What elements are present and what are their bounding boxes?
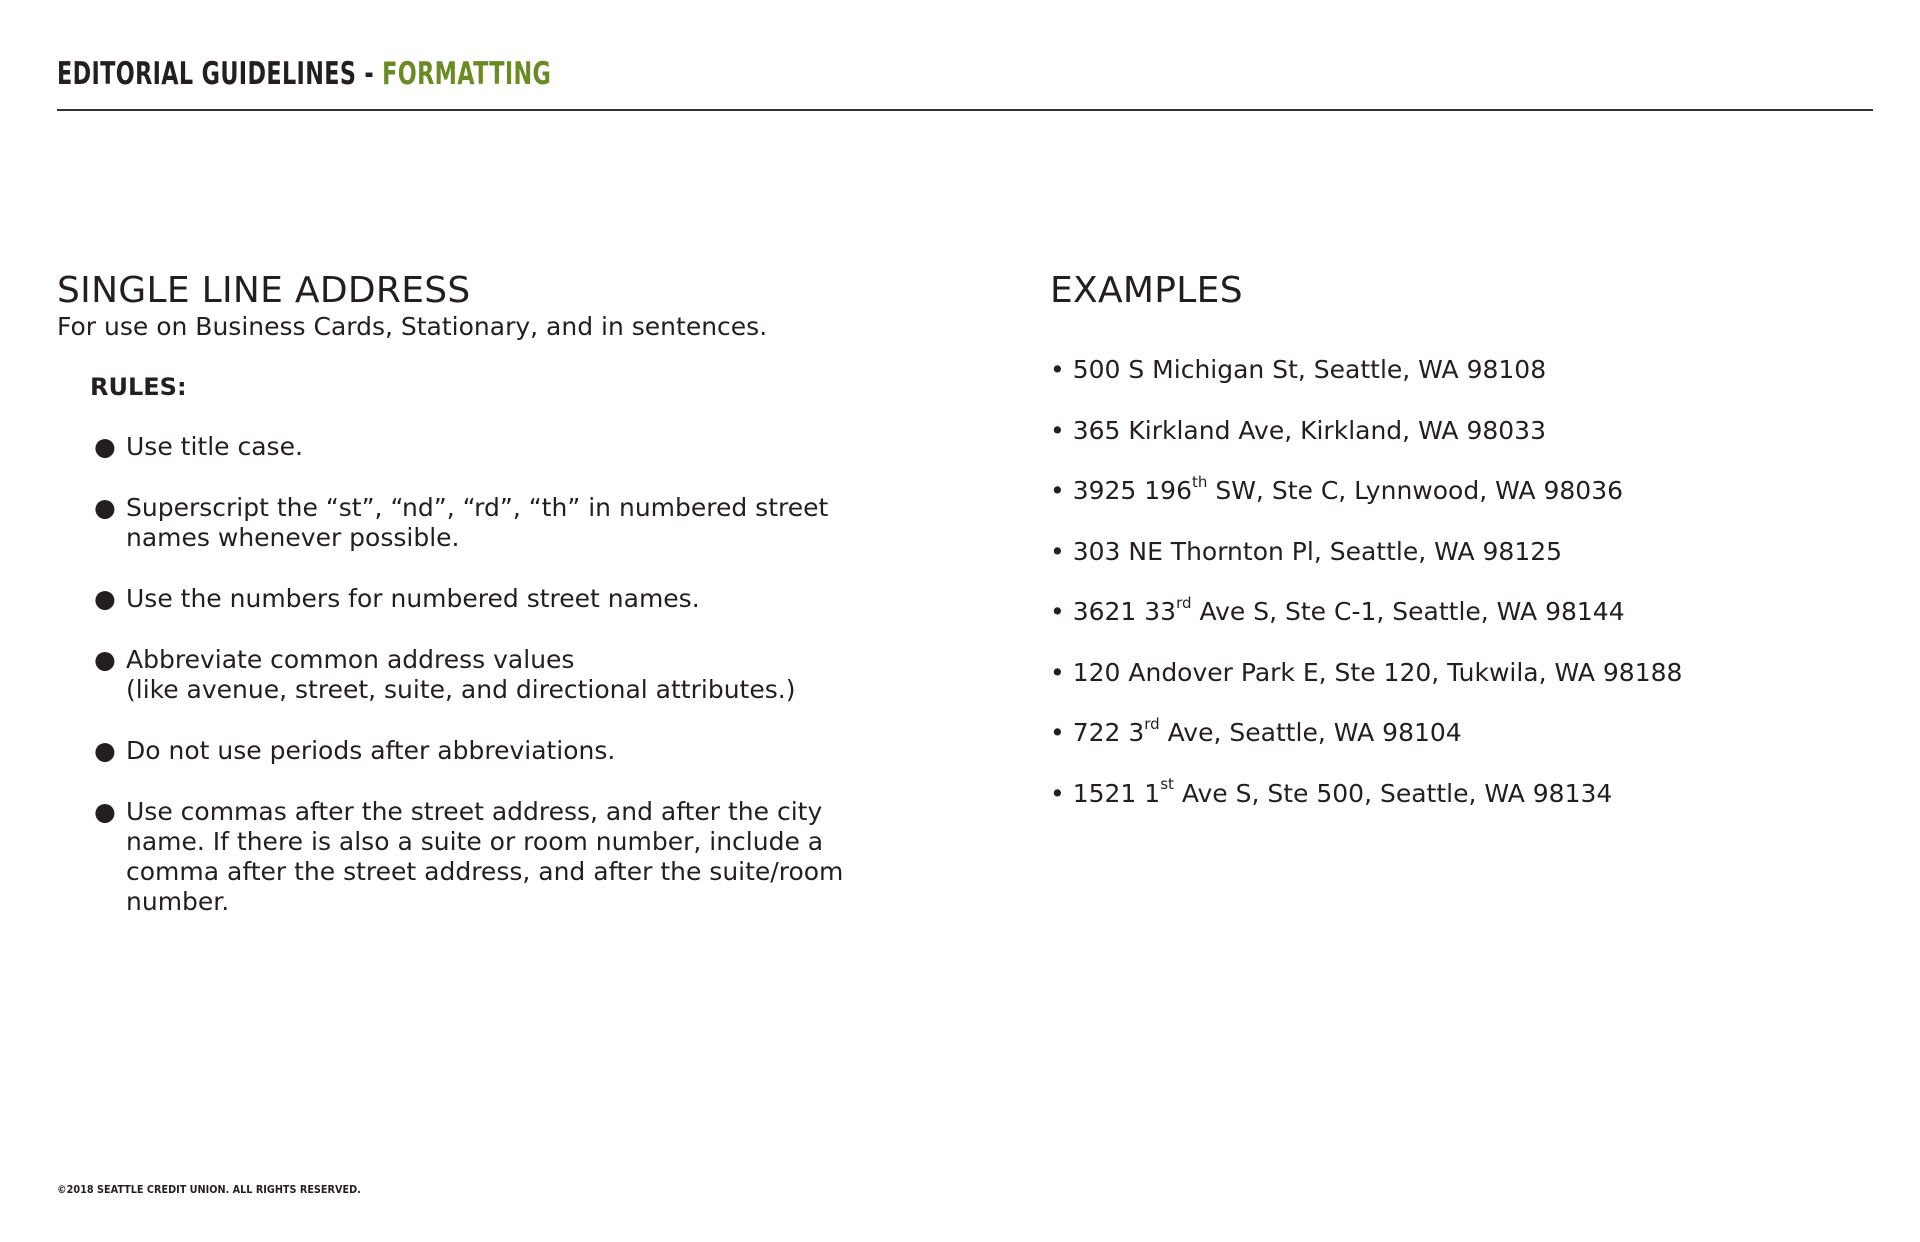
example-address: [1050, 416, 1682, 446]
example-bullet: •: [1050, 657, 1073, 687]
example-address: [1050, 537, 1682, 567]
page-header: [57, 54, 1873, 111]
examples-section: [1050, 270, 1870, 808]
example-text: 3925 196: [1072, 476, 1192, 505]
example-text: 3621 33: [1072, 597, 1177, 626]
example-text-rest: Ave S, Ste C-1, Seattle, WA 98144: [1191, 597, 1625, 626]
example-bullet: •: [1050, 476, 1073, 505]
bullet-icon: ●: [94, 736, 116, 765]
rule-text: Do not use periods after abbreviations.: [126, 736, 616, 765]
example-address: [1050, 355, 1682, 385]
rule-text: Use title case.: [126, 432, 303, 461]
example-address: [1050, 472, 1682, 506]
bullet-icon: ●: [94, 797, 116, 826]
rule-item: [90, 432, 890, 462]
bullet-icon: ●: [94, 584, 116, 613]
example-text-rest: Ave, Seattle, WA 98104: [1159, 718, 1462, 747]
example-text: 1521 1: [1072, 778, 1161, 808]
example-superscript: th: [1192, 472, 1208, 491]
single-line-address-section: [57, 270, 877, 916]
section-title-single-line-address: SINGLE LINE ADDRESS: [57, 270, 471, 311]
rules-list: [90, 432, 890, 948]
example-text: 303 NE Thornton Pl, Seattle, WA 98125: [1072, 536, 1563, 566]
example-bullet: •: [1050, 355, 1073, 384]
example-bullet: •: [1050, 415, 1073, 445]
example-text: 365 Kirkland Ave, Kirkland, WA 98033: [1072, 415, 1546, 445]
example-superscript: st: [1160, 775, 1174, 794]
rule-text: Abbreviate common address values (like avenue, street, suite, and directional attributes.): [126, 645, 796, 704]
example-address: [1050, 714, 1682, 748]
example-text-rest: SW, Ste C, Lynnwood, WA 98036: [1207, 476, 1624, 505]
example-bullet: •: [1050, 718, 1073, 747]
section-title-examples: EXAMPLES: [1050, 270, 1243, 311]
copyright-footer: ©2018 SEATTLE CREDIT UNION. ALL RIGHTS RESERVED.: [57, 1183, 361, 1196]
rules-heading: RULES:: [90, 373, 187, 401]
rule-item: [90, 645, 890, 705]
page-title: [57, 54, 1365, 94]
example-text: 120 Andover Park E, Ste 120, Tukwila, WA 98188: [1072, 657, 1683, 687]
example-bullet: •: [1050, 536, 1073, 566]
rule-item: [90, 493, 890, 553]
bullet-icon: ●: [94, 493, 116, 522]
example-text: 500 S Michigan St, Seattle, WA 98108: [1072, 355, 1547, 384]
rule-item: [90, 736, 890, 766]
example-address: [1050, 775, 1682, 809]
page-title-accent: FORMATTING: [382, 56, 552, 92]
example-bullet: •: [1050, 597, 1073, 626]
examples-list: [1050, 355, 1682, 839]
example-address: [1050, 593, 1682, 627]
example-text-rest: Ave S, Ste 500, Seattle, WA 98134: [1173, 778, 1613, 808]
rule-text: Use commas after the street address, and after the city name. If there is also a suite or room number, include a comma after the street address, and after the suite/room number.: [126, 797, 844, 916]
rule-item: [90, 584, 890, 614]
rule-text: Superscript the “st”, “nd”, “rd”, “th” in numbered street names whenever possible.: [126, 493, 829, 552]
example-address: [1050, 658, 1682, 688]
section-subtitle: For use on Business Cards, Stationary, and in sentences.: [57, 312, 768, 341]
bullet-icon: ●: [94, 645, 116, 674]
example-superscript: rd: [1176, 593, 1192, 612]
page-title-main: EDITORIAL GUIDELINES -: [57, 56, 383, 92]
example-bullet: •: [1050, 778, 1073, 808]
bullet-icon: ●: [94, 432, 116, 461]
example-text: 722 3: [1072, 718, 1145, 747]
rule-item: [90, 797, 890, 917]
rule-text: Use the numbers for numbered street names.: [126, 584, 700, 613]
example-superscript: rd: [1144, 714, 1160, 733]
